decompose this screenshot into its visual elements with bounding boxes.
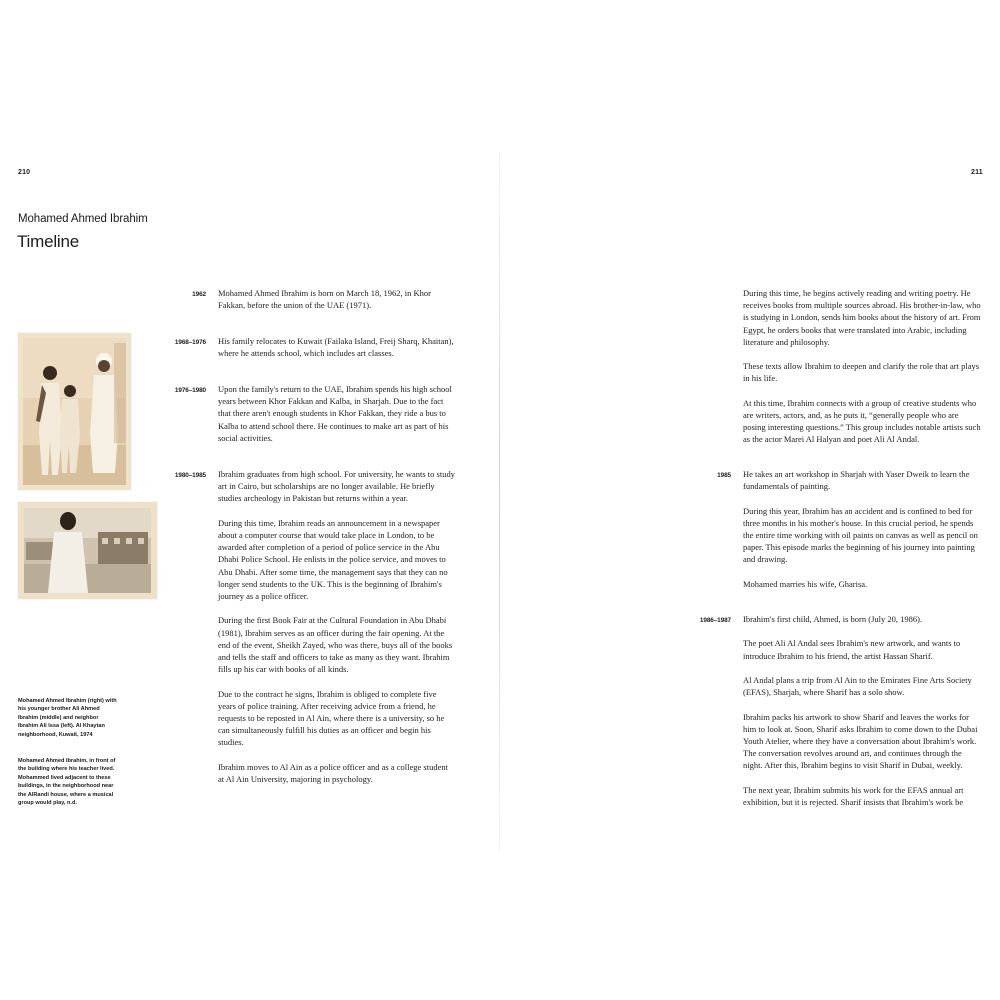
- photo-boy-building: [18, 502, 157, 599]
- entry-paragraph: Ibrahim packs his artwork to show Sharif and leaves the works for him to look at. Soon, Sharif asks Ibrahim to come down to the Dubai Youth Atelier, where they have a conversation about Ibrahim's work. The conversation revolves around art, and continues through the night. After this, Ibrahim begins to visit Sharif in Dubai, weekly.: [743, 711, 978, 771]
- page-gutter: [499, 152, 500, 852]
- photo-caption-1: Mohamed Ahmed Ibrahim (right) with his younger brother Ali Ahmed Ibrahim (middle) and neighbor Ibrahim Ali Issa (left). Al Khaytan neighborhood, Kuwait, 1974: [18, 698, 117, 738]
- photo-three-boys-image: [18, 333, 131, 490]
- timeline-entry-1980-1985: [218, 468, 456, 785]
- entry-paragraph: Ibrahim's first child, Ahmed, is born (July 20, 1986).: [743, 614, 923, 624]
- year-label: 1976–1980: [174, 387, 206, 394]
- entry-paragraph: These texts allow Ibrahim to deepen and clarify the role that art plays in his life.: [743, 361, 980, 384]
- year-label: 1980–1985: [174, 472, 206, 479]
- entry-paragraph: During this time, Ibrahim reads an announcement in a newspaper about a computer course that would take place in London, to be awarded after completion of a period of police service in the Abu Dhabi Police School. He enlists in the police service, and moves to Abu Dhabi. After some time, the management says that they can no longer send students to the UK. This is the beginning of Ibrahim's journey as a police officer.: [218, 517, 448, 602]
- entry-paragraph: The next year, Ibrahim submits his work for the EFAS annual art exhibition, but it is rejected. Sharif insists that Ibrahim's work be: [743, 784, 964, 807]
- year-label: 1962: [192, 291, 206, 298]
- entry-paragraph: His family relocates to Kuwait (Failaka Island, Freij Sharq, Khaitan), where he attends school, which includes art classes.: [218, 336, 454, 359]
- entry-paragraph: Mohamed marries his wife, Gharisa.: [743, 578, 868, 589]
- entry-paragraph: The poet Ali Al Andal sees Ibrahim's new artwork, and wants to introduce Ibrahim to his friend, the artist Hassan Sharif.: [743, 638, 961, 661]
- timeline-entry-1962: [218, 287, 456, 311]
- entry-paragraph: During this time, he begins actively reading and writing poetry. He receives books from multiple sources abroad. His brother-in-law, who is studying in London, sends him books about the history of art. From Egypt, he orders books that were translated into Arabic, including literature and philosophy.: [743, 288, 981, 347]
- page-number-left: 210: [18, 169, 31, 176]
- author-name: Mohamed Ahmed Ibrahim: [18, 213, 148, 225]
- photo-three-boys: [18, 333, 131, 490]
- timeline-entry-1985: [743, 468, 983, 590]
- timeline-entry-1976-1980: [218, 383, 456, 444]
- photo-caption-2: Mohamed Ahmed Ibrahim, in front of the building where his teacher lived. Mohammed lived adjacent to these buildings, in the neighborhood near the AlRandi house, where a musical group would play, n.d.: [18, 758, 116, 807]
- timeline-entry-1968-1976: [218, 335, 456, 359]
- entry-paragraph: Mohamed Ahmed Ibrahim is born on March 18, 1962, in Khor Fakkan, before the union of the UAE (1971).: [218, 288, 431, 311]
- entry-paragraph: During this year, Ibrahim has an accident and is confined to bed for three months in his mother's house. In this crucial period, he spends the entire time working with oil paints on canvas as well as pencil on paper. This episode marks the beginning of his journey into painting and drawing.: [743, 505, 978, 565]
- page-title: Timeline: [17, 232, 80, 251]
- entry-paragraph: Al Andal plans a trip from Al Ain to the Emirates Fine Arts Society (EFAS), Sharjah, where Sharif has a solo show.: [743, 674, 972, 698]
- photo-boy-building-image: [18, 502, 157, 599]
- year-label: 1985: [717, 472, 731, 479]
- year-label: 1968–1976: [174, 339, 206, 346]
- entry-paragraph: At this time, Ibrahim connects with a group of creative students who are writers, actors, and, as he puts it, “generally people who are posing interesting questions.” This group includes notable artists such as the actor Marei Al Halyan and poet Ali Al Andal.: [743, 397, 981, 445]
- entry-paragraph: Upon the family's return to the UAE, Ibrahim spends his high school years between Khor Fakkan and Kalba, in Sharjah. Due to the fact that there aren't enough students in Khor Fakkan, they ride a bus to Kalba to attend school there. He continues to make art as part of his social activities.: [218, 384, 452, 443]
- entry-paragraph: Due to the contract he signs, Ibrahim is obliged to complete five years of police training. After receiving advice from a friend, he requests to be reposted in Al Ain, where there is a university, so he can simultaneously fulfill his duties as an officer and begin his studies.: [218, 688, 445, 748]
- entry-paragraph: During the first Book Fair at the Cultural Foundation in Abu Dhabi (1981), Ibrahim serves as an officer during the fair opening. At the end of the event, Sheikh Zayed, who was there, buys all of the books and tells the staff and officers to take as many as they want. Ibrahim fills up his car with books of all kinds.: [218, 615, 453, 675]
- timeline-entry-1986-1987: [743, 613, 983, 808]
- entry-paragraph: Ibrahim graduates from high school. For university, he wants to study art in Cairo, but scholarships are no longer available. He briefly studies archeology in Pakistan but returns within a year.: [218, 469, 455, 504]
- page-number-right: 211: [971, 169, 983, 176]
- entry-paragraph: Ibrahim moves to Al Ain as a police officer and as a college student at Al Ain University, majoring in psychology.: [218, 761, 448, 785]
- entry-paragraph: He takes an art workshop in Sharjah with Yaser Dweik to learn the fundamentals of painting.: [743, 469, 970, 492]
- year-label: 1986–1987: [699, 617, 731, 624]
- timeline-entry-continued: [743, 287, 983, 446]
